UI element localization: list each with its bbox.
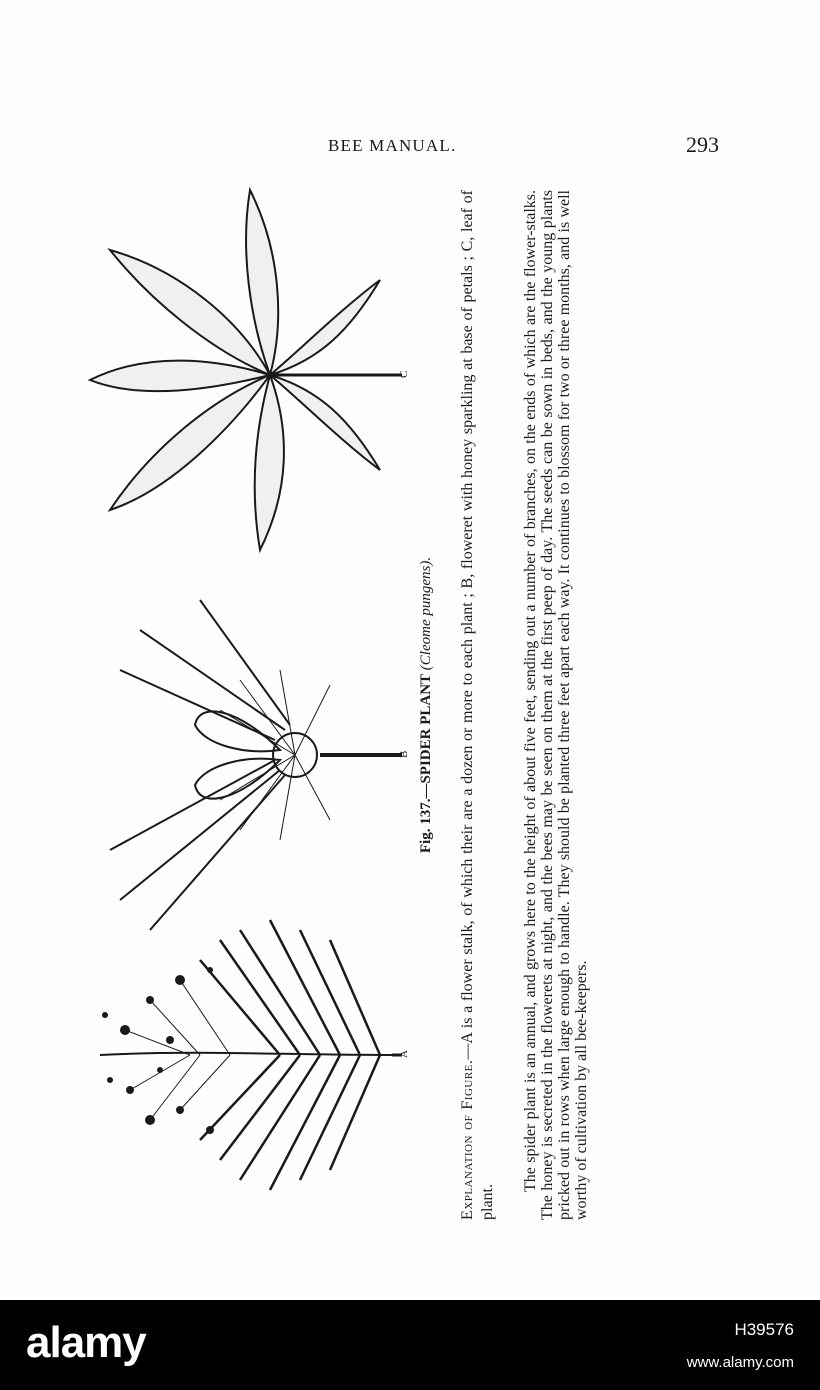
running-title: BEE MANUAL. [328, 136, 457, 155]
alamy-logo: alamy [26, 1318, 146, 1367]
watermark-bar [0, 1300, 820, 1390]
caption-title: Fig. 137.—SPIDER PLANT [418, 673, 434, 854]
caption-species: (Cleome pungens). [418, 556, 434, 671]
flower-stalk-drawing [100, 920, 402, 1190]
body-paragraph: The spider plant is an annual, and grows here to the height of about five feet, sending out a number of branches, on the ends of which are the flower-stalks. The honey is secreted in the flowerets at night, and the bees may be seen on them at the first peep of day. The seeds can be sown in beds, and the young plants pricked out in rows when large enough to handle. They should be planted three feet apart each way. It continues to blossom for two or three months, and is well worthy of cultivation by all bee-keepers. [522, 190, 590, 1220]
explanation-lead: Explanation of Figure. [459, 1059, 476, 1220]
leaf-drawing [90, 190, 402, 550]
rotated-inner [80, 180, 740, 1230]
page-number: 293 [686, 132, 719, 157]
floweret-drawing [110, 600, 402, 930]
explanation-text: —A is a flower stalk, of which their are a dozen or more to each plant ; B, floweret with honey sparkling at base of petals ; C, leaf of plant. [459, 190, 496, 1220]
rotated-content [80, 180, 740, 1230]
site-url: www.alamy.com [686, 1354, 794, 1371]
figure-label-a: A [398, 1050, 410, 1058]
explanation-paragraph [458, 190, 498, 1220]
figure-label-b: B [398, 750, 410, 758]
image-id: H39576 [734, 1320, 794, 1339]
running-head [0, 132, 820, 166]
figure-label-c: C [398, 370, 410, 378]
plant-illustration [80, 180, 410, 1230]
figure-caption [418, 180, 435, 1230]
